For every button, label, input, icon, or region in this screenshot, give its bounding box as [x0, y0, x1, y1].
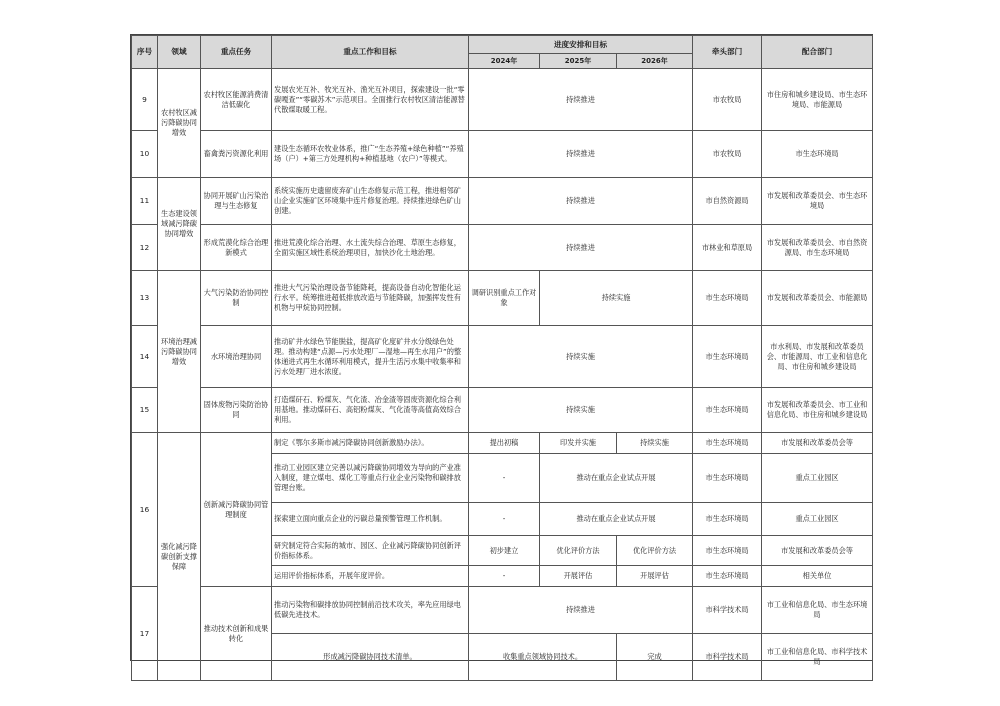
row-field: 农村牧区减污降碳协同增效: [158, 69, 201, 178]
row-work: 建设生态循环农牧业体系，推广“生态养殖+绿色种植”“养殖场（户）+第三方处理机构+种植基地（农户）”等模式。: [272, 131, 469, 178]
row-progress-2025: 优化评价方法: [540, 536, 617, 566]
row-progress-2024: -: [469, 503, 540, 536]
row-lead: 市生态环境局: [693, 388, 762, 433]
row-work: 推进荒漠化综合治理、水土流失综合治理、草原生态修复，全面实施区域性系统治理项目，加快沙化土地治理。: [272, 225, 469, 271]
header-field: 领域: [158, 36, 201, 69]
header-lead: 牵头部门: [693, 36, 762, 69]
row-work: 推动污染物和碳排放协同控制前沿技术攻关，率先应用绿电低碳先进技术。: [272, 587, 469, 634]
row-lead: 市农牧局: [693, 69, 762, 131]
row-lead: 市自然资源局: [693, 178, 762, 225]
row-seq: 14: [132, 326, 158, 388]
header-row: [132, 36, 873, 54]
row-progress-2026: 开展评估: [617, 566, 693, 587]
table-row: [132, 271, 873, 326]
row-task: 固体废物污染防治协同: [201, 388, 272, 433]
row-task: 农村牧区能源消费清洁低碳化: [201, 69, 272, 131]
table-row: [132, 326, 873, 388]
row-progress-2025-2026: 推动在重点企业试点开展: [540, 503, 693, 536]
row-work: 推动矿井水绿色节能脱盐，提高矿化度矿井水分级绿色处理。推动构建“点源—污水处理厂—湿地—再生水用户”的整体递进式再生水循环利用模式，提升生活污水集中收集率和污水处理厂进水浓度。: [272, 326, 469, 388]
row-lead: 市生态环境局: [693, 566, 762, 587]
row-progress: 持续推进: [469, 69, 693, 131]
row-task: 水环境治理协同: [201, 326, 272, 388]
row-lead: 市生态环境局: [693, 271, 762, 326]
row-seq: 17: [132, 587, 158, 681]
row-progress-2025: 开展评估: [540, 566, 617, 587]
table-row: [132, 587, 873, 634]
row-lead: 市生态环境局: [693, 503, 762, 536]
row-progress-2024: 提出初稿: [469, 433, 540, 454]
row-field: 生态建设领域减污降碳协同增效: [158, 178, 201, 271]
row-seq: 16: [132, 433, 158, 587]
row-lead: 市科学技术局: [693, 587, 762, 634]
row-seq: 15: [132, 388, 158, 433]
row-coop: 市发展和改革委员会、市工业和信息化局、市住房和城乡建设局: [762, 388, 873, 433]
row-seq: 9: [132, 69, 158, 131]
row-progress: 持续推进: [469, 178, 693, 225]
row-work: 打造煤矸石、粉煤灰、气化渣、冶金渣等固废资源化综合利用基地。推动煤矸石、高铝粉煤灰、气化渣等高值高效综合利用。: [272, 388, 469, 433]
row-coop: 市水利局、市发展和改革委员会、市能源局、市工业和信息化局、市住房和城乡建设局: [762, 326, 873, 388]
row-progress: 持续推进: [469, 225, 693, 271]
row-progress: 持续推进: [469, 587, 693, 634]
table-row: [132, 388, 873, 433]
policy-table-page: [130, 34, 873, 666]
row-progress-2025-2026: 推动在重点企业试点开展: [540, 454, 693, 503]
row-lead: 市生态环境局: [693, 326, 762, 388]
table-row: [132, 131, 873, 178]
policy-table: [131, 35, 873, 681]
header-coop: 配合部门: [762, 36, 873, 69]
row-lead: 市科学技术局: [693, 634, 762, 681]
row-progress-2024: -: [469, 454, 540, 503]
row-task: 协同开展矿山污染治理与生态修复: [201, 178, 272, 225]
header-2024: 2024年: [469, 54, 540, 69]
row-task: 创新减污降碳协同管理制度: [201, 433, 272, 587]
row-progress-2025-2026: 持续实施: [540, 271, 693, 326]
row-progress: 持续推进: [469, 131, 693, 178]
row-coop: 市发展和改革委员会、市生态环境局: [762, 178, 873, 225]
row-coop: 市住房和城乡建设局、市生态环境局、市能源局: [762, 69, 873, 131]
row-work: 推进大气污染治理设备节能降耗，提高设备自动化智能化运行水平。统筹推进超低排放改造与节能降碳，加强挥发性有机物与甲烷协同控制。: [272, 271, 469, 326]
row-task: 推动技术创新和成果转化: [201, 587, 272, 681]
header-2026: 2026年: [617, 54, 693, 69]
row-coop: 市工业和信息化局、市生态环境局: [762, 587, 873, 634]
row-task: 形成荒漠化综合治理新模式: [201, 225, 272, 271]
row-progress-2025: 印发并实施: [540, 433, 617, 454]
row-progress-2024: 初步建立: [469, 536, 540, 566]
row-work: 运用评价指标体系，开展年度评价。: [272, 566, 469, 587]
row-seq: 13: [132, 271, 158, 326]
row-progress: 持续实施: [469, 388, 693, 433]
row-coop: 市发展和改革委员会、市自然资源局、市生态环境局: [762, 225, 873, 271]
row-lead: 市农牧局: [693, 131, 762, 178]
row-progress-2024: 调研识别重点工作对象: [469, 271, 540, 326]
row-coop: 市工业和信息化局、市科学技术局: [762, 634, 873, 681]
header-seq: 序号: [132, 36, 158, 69]
row-work: 制定《鄂尔多斯市减污降碳协同创新激励办法》。: [272, 433, 469, 454]
row-progress-2026: 持续实施: [617, 433, 693, 454]
row-progress-2024: -: [469, 566, 540, 587]
row-progress-2024-2025: 收集重点领域协同技术。: [469, 634, 617, 681]
table-row: [132, 69, 873, 131]
row-work: 形成减污降碳协同技术清单。: [272, 634, 469, 681]
row-work: 发展农光互补、牧光互补、渔光互补项目，探索建设一批“零碳嘎查”“零碳苏木”示范项目。全面推行农村牧区清洁能源替代散煤取暖工程。: [272, 69, 469, 131]
row-progress-2026: 优化评价方法: [617, 536, 693, 566]
header-2025: 2025年: [540, 54, 617, 69]
row-coop: 市发展和改革委员会等: [762, 536, 873, 566]
row-lead: 市生态环境局: [693, 536, 762, 566]
row-work: 推动工业园区建立完善以减污降碳协同增效为导向的产业准入制度，建立煤电、煤化工等重点行业企业污染物和碳排放管理台账。: [272, 454, 469, 503]
row-task: 畜禽粪污资源化利用: [201, 131, 272, 178]
header-task: 重点任务: [201, 36, 272, 69]
row-work: 系统实施历史遗留废弃矿山生态修复示范工程，推进相邻矿山企业实施矿区环境集中连片修复治理。持续推进绿色矿山创建。: [272, 178, 469, 225]
row-progress-2026: 完成: [617, 634, 693, 681]
row-seq: 12: [132, 225, 158, 271]
table-row: [132, 225, 873, 271]
row-seq: 11: [132, 178, 158, 225]
row-coop: 市发展和改革委员会、市能源局: [762, 271, 873, 326]
header-work: 重点工作和目标: [272, 36, 469, 69]
row-lead: 市生态环境局: [693, 433, 762, 454]
row-task: 大气污染防治协同控制: [201, 271, 272, 326]
row-coop: 重点工业园区: [762, 454, 873, 503]
row-work: 探索建立面向重点企业的污碳总量预警管理工作机制。: [272, 503, 469, 536]
row-coop: 市生态环境局: [762, 131, 873, 178]
row-field: 强化减污降碳创新支撑保障: [158, 433, 201, 681]
row-coop: 相关单位: [762, 566, 873, 587]
table-row: [132, 433, 873, 454]
row-lead: 市林业和草原局: [693, 225, 762, 271]
row-progress: 持续实施: [469, 326, 693, 388]
row-coop: 市发展和改革委员会等: [762, 433, 873, 454]
row-field: 环境治理减污降碳协同增效: [158, 271, 201, 433]
row-lead: 市生态环境局: [693, 454, 762, 503]
row-coop: 重点工业园区: [762, 503, 873, 536]
row-seq: 10: [132, 131, 158, 178]
row-work: 研究制定符合实际的城市、园区、企业减污降碳协同创新评价指标体系。: [272, 536, 469, 566]
table-row: [132, 178, 873, 225]
header-progress: 进度安排和目标: [469, 36, 693, 54]
